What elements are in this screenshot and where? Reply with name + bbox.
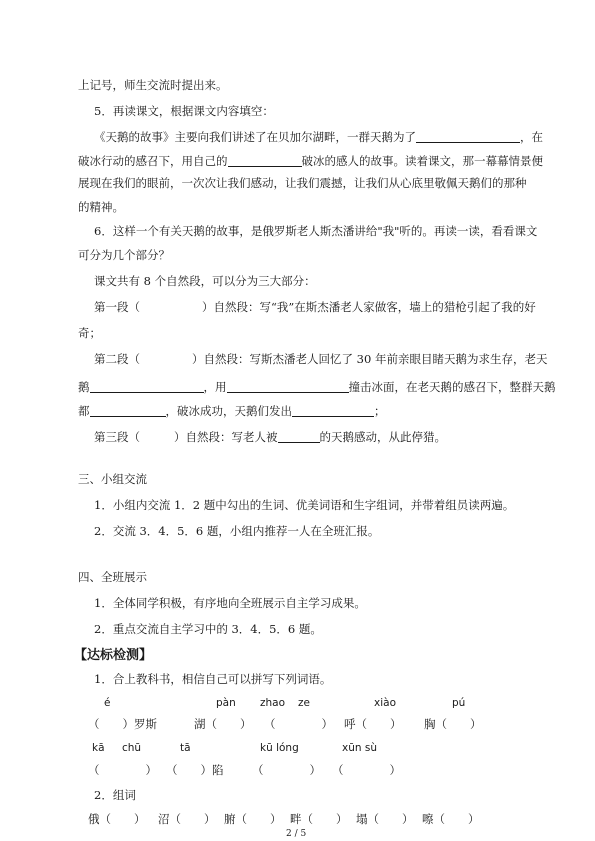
section-2-label: 第二段（ (94, 352, 140, 366)
pinyin: é (104, 697, 111, 709)
section-3-item-1: 1．小组内交流 1．2 题中勾出的生词、优美词语和生字组词，并带着组员读两遍。 (94, 498, 515, 512)
s2-text: 鹅 (78, 380, 90, 394)
pinyin: pàn (216, 697, 236, 709)
section-2-line (94, 354, 547, 366)
fill-blank[interactable] (227, 380, 349, 393)
section-3-line (94, 430, 446, 444)
section-4-item-1: 1．全体同学积极，有序地向全班展示自主学习成果。 (94, 596, 366, 610)
word-blank[interactable]: （ ） (88, 763, 157, 777)
fill-blank[interactable] (416, 130, 520, 143)
word-blank[interactable]: （ ）罗斯 (88, 717, 157, 731)
word-blank[interactable]: 胸（ ） (424, 717, 482, 731)
section-4-heading: 四、全班展示 (78, 570, 147, 584)
test-heading: 【达标检测】 (74, 648, 153, 663)
zuci-item[interactable]: 嚓（ ） (422, 812, 480, 826)
fill-blank[interactable] (90, 404, 166, 417)
pinyin: kū lóng (260, 742, 299, 754)
section-1-desc: ）自然段：写“我”在斯杰潘老人家做客，墙上的猎枪引起了我的好 (202, 300, 536, 314)
pinyin: zhao (260, 697, 286, 709)
word-blank[interactable]: （ ） (332, 763, 401, 777)
s2-text: ，破冰成功，天鹅们发出 (165, 404, 292, 418)
q5-text-b1: 破冰行动的感召下，用自己的 (78, 154, 228, 168)
pinyin: pú (452, 697, 466, 709)
q5-text-b2: 破冰的感人的故事。读着课文，那一幕幕情景便 (301, 154, 543, 168)
zuci-item[interactable]: 腑（ ） (224, 812, 282, 826)
section-1-label: 第一段（ (94, 300, 140, 314)
section-2-line-2 (78, 380, 556, 394)
fill-blank[interactable] (278, 430, 320, 443)
pinyin: kā (92, 742, 105, 754)
word-blank[interactable]: 呼（ ） (344, 717, 402, 731)
fill-blank[interactable] (90, 380, 204, 393)
test-question-1: 1．合上教科书，相信自己可以拼写下列词语。 (94, 672, 332, 686)
word-blank[interactable]: （ ） (264, 717, 333, 731)
word-blank[interactable]: 湖（ ） (194, 717, 252, 731)
question-5-line-4: 的精神。 (78, 200, 124, 214)
s2-text: 都 (78, 404, 90, 418)
pinyin: xūn sù (342, 742, 377, 754)
question-5-line-1 (94, 130, 543, 144)
s2-text: ，用 (203, 380, 227, 394)
q5-text-a2: ，在 (520, 130, 543, 144)
pinyin: ze (298, 697, 310, 709)
question-6-line-2: 可分为几个部分？ (78, 248, 170, 262)
section-4-item-2: 2．重点交流自主学习中的 3．4．5．6 题。 (94, 622, 322, 636)
page-number: 2 / 5 (286, 829, 307, 839)
pinyin: xiào (374, 697, 396, 709)
zuci-item[interactable]: 畔（ ） (290, 812, 348, 826)
fill-blank[interactable] (228, 154, 302, 167)
q5-text-a1: 《天鹅的故事》主要向我们讲述了在贝加尔湖畔，一群天鹅为了 (94, 130, 416, 144)
zuci-item[interactable]: 沼（ ） (158, 812, 216, 826)
section-3-desc: ）自然段：写老人被 (174, 430, 278, 444)
word-blank[interactable]: （ ）陷 (166, 763, 224, 777)
s2-text: ； (374, 404, 386, 418)
question-6-line-1: 6．这样一个有关天鹅的故事，是俄罗斯老人斯杰潘讲给"我"听的。再读一读，看看课文 (94, 224, 538, 238)
question-5-line-3: 展现在我们的眼前，一次次让我们感动，让我们震撼，让我们从心底里敬佩天鹅们的那种 (78, 176, 527, 190)
question-5-line-2 (78, 154, 543, 168)
section-3-label: 第三段（ (94, 430, 140, 444)
section-2-line-3 (78, 404, 386, 418)
s2-text: 撞击冰面，在老天鹅的感召下，整群天鹅 (348, 380, 556, 394)
word-blank[interactable]: （ ） (252, 763, 321, 777)
paragraph-continuation: 上记号，师生交流时提出来。 (78, 78, 228, 92)
section-3-heading: 三、小组交流 (78, 472, 147, 486)
fill-blank[interactable] (292, 404, 374, 417)
section-1-line (94, 302, 536, 314)
zuci-item[interactable]: 塌（ ） (356, 812, 414, 826)
pinyin: chū (122, 742, 142, 754)
pinyin: tā (180, 742, 191, 754)
zuci-item[interactable]: 俄（ ） (88, 812, 146, 826)
question-6-line-3: 课文共有 8 个自然段，可以分为三大部分： (94, 274, 316, 288)
test-question-2: 2．组词 (94, 788, 136, 802)
section-2-desc: ）自然段：写斯杰潘老人回忆了 30 年前亲眼目睹天鹅为求生存，老天 (192, 352, 548, 366)
question-5-title: 5．再读课文，根据课文内容填空： (94, 104, 274, 118)
section-3-item-2: 2．交流 3．4．5．6 题，小组内推荐一人在全班汇报。 (94, 524, 380, 538)
section-3-desc-2: 的天鹅感动，从此停猎。 (319, 430, 446, 444)
section-1-line-2: 奇； (78, 326, 101, 340)
